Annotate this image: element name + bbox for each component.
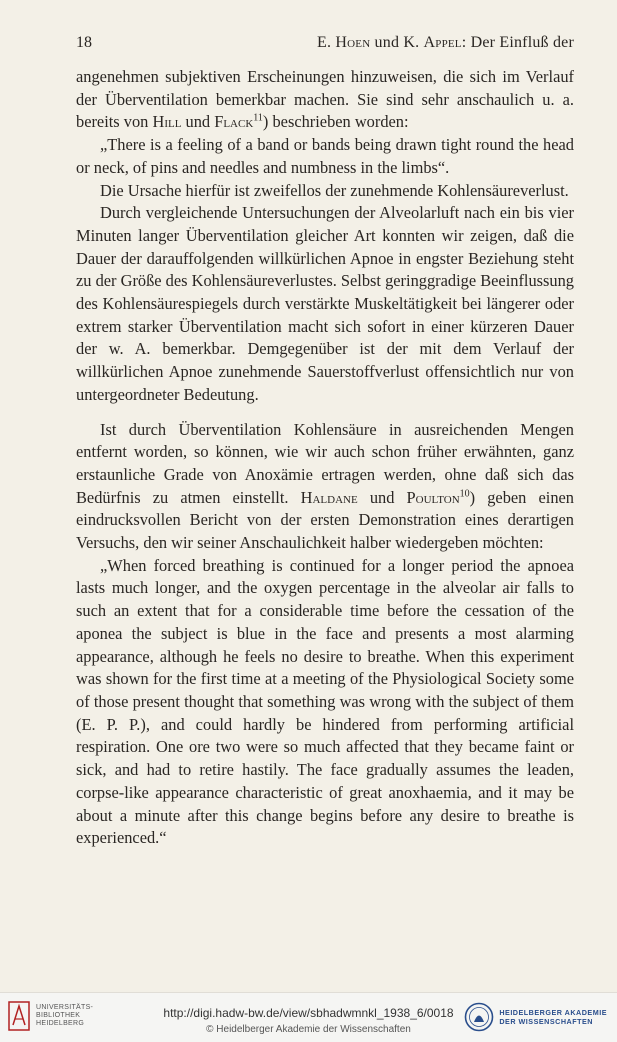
academy-logo-block[interactable] — [464, 1002, 607, 1032]
library-name: UNIVERSITÄTS- BIBLIOTHEK HEIDELBERG — [36, 1004, 94, 1027]
p5-text-1: Ist durch Überventilation Kohlensäure in ausreichenden Mengen entfernt worden, so können, wie wir auch schon früher erwähnten, ganz erstaunliche Grade von Anoxämie ertragen werden, ohne daß sich das Bedürfnis zu atmen einstellt. — [76, 419, 574, 507]
title-mid: und K. — [370, 34, 424, 51]
quote-1: „There is a feeling of a band or bands being drawn tight round the head or neck, of pins and needles and numbness in the limbs“. — [76, 135, 574, 177]
p5-text-3: ) geben einen eindrucksvollen Bericht von der ersten Demonstration eines derartigen Versuchs, den wir seiner Anschaulichkeit halber wiedergeben möchten: — [76, 487, 574, 553]
name-poulton: Poulton — [406, 487, 460, 507]
quote-2: „When forced breathing is continued for a longer period the apnoea lasts much longer, and the oxygen percentage in the alveolar air falls to such an extent that for a considerable time before the cessation of the aponea the subject is blue in the face and presents a most alarming appearance, although he feels no desire to breathe. When this experiment was shown for the first time at a meeting of the Physiological Society some of those present thought that something was wrong with the subject of them (E. P. P.), and could hardly be hindered from performing artificial respiration. One ore two were so much affected that they became faint or sick, and had to retire hastily. The face gradually assumes the leaden, corpse-like appearance characteristic of great anoxhaemia, and it may be about a minute after this change begins before any desire to breathe is experienced.“ — [76, 555, 574, 848]
permalink-url[interactable]: http://digi.hadw-bw.de/view/sbhadwmnkl_1938_6/0018 — [163, 1006, 454, 1020]
p5-text-2: und — [357, 487, 407, 507]
p1-text-2: und — [181, 112, 215, 132]
running-title — [317, 34, 574, 52]
paragraph-5 — [76, 419, 574, 555]
academy-name: HEIDELBERGER AKADEMIE DER WISSENSCHAFTEN — [499, 1008, 607, 1026]
running-header — [76, 34, 574, 52]
copyright-notice: © Heidelberger Akademie der Wissenschaften — [206, 1024, 411, 1035]
name-hill: Hill — [152, 112, 182, 132]
author-hoen: Hoen — [335, 34, 371, 51]
title-prefix: E. — [317, 34, 336, 51]
paragraph-3: Die Ursache hierfür ist zweifellos der zunehmende Kohlensäureverlust. — [100, 180, 569, 200]
paragraph-4: Durch vergleichende Untersuchungen der Alveolarluft nach ein bis vier Minuten langer Überventilation gleicher Art konnten wir zeigen, daß die Dauer der darauffolgenden willkürlichen Apnoe in engster Beziehung steht zu der Größe des Kohlensäureverlustes. Selbst geringgradige Beeinflussung des Kohlensäurespiegels durch verstärkte Muskeltätigkeit bei längerer oder extrem starker Überventilation macht sich sofort in einer kürzeren Dauer der w. A. bemerkbar. Demgegenüber ist der mit dem Verlauf der willkürlichen Apnoe zunehmende Sauerstoffverlust offensichtlich nur von untergeordneter Bedeutung. — [76, 203, 574, 404]
reference-10: 10 — [459, 488, 470, 500]
p1-text-3: ) beschrieben worden: — [262, 112, 409, 132]
viewer-footer — [0, 992, 617, 1042]
author-appel: Appel — [423, 34, 462, 51]
paragraph-1 — [76, 66, 574, 134]
academy-seal-icon — [464, 1002, 494, 1032]
body-text — [76, 66, 574, 850]
page-number: 18 — [76, 34, 92, 51]
title-suffix: : Der Einfluß der — [461, 34, 574, 51]
name-haldane: Haldane — [300, 487, 358, 507]
name-flack: Flack — [214, 112, 254, 132]
p1-text-1: angenehmen subjektiven Erscheinungen hinzuweisen, die sich im Verlauf der Überventilation bemerkbar machen. Sie sind sehr anschaulich u. a. bereits von — [76, 67, 574, 132]
reference-11: 11 — [253, 112, 263, 124]
